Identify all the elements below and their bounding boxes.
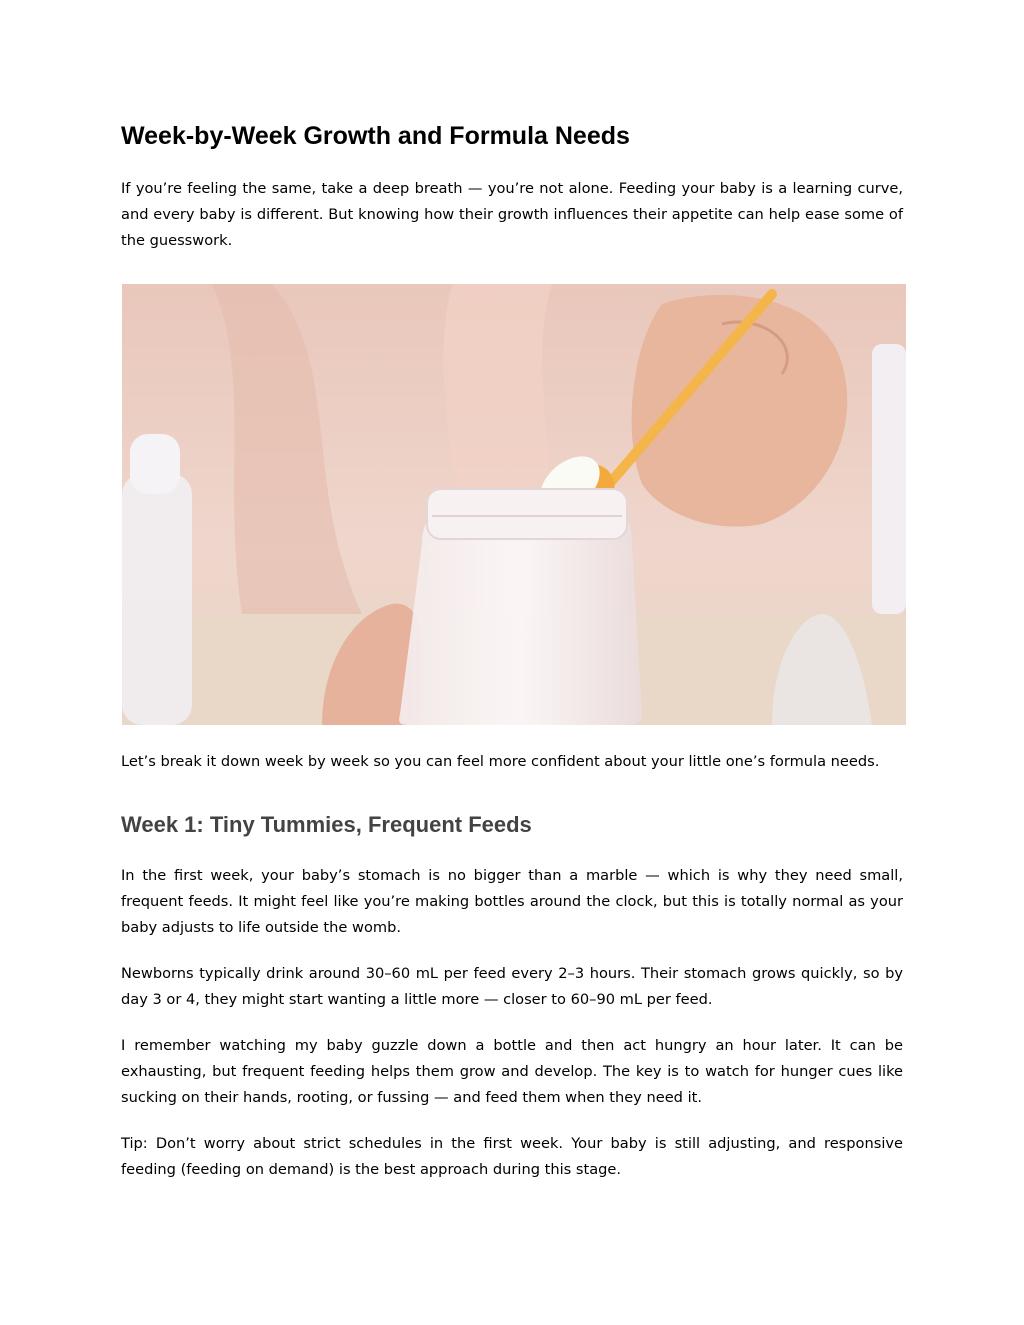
week1-paragraph-3: I remember watching my baby guzzle down a bottle and then act hungry an hour later. It can be exhausting, but frequent feeding helps them grow and develop. The key is to watch for hunger cues like sucking on their hands, rooting, or fussing — and feed them when they need it. (121, 1037, 903, 1106)
photo-illustration (122, 284, 906, 725)
week1-paragraph-2: Newborns typically drink around 30–60 mL per feed every 2–3 hours. Their stomach grows quickly, so by day 3 or 4, they might start wanting a little more — closer to 60–90 mL per feed. (121, 965, 903, 1008)
page-title: Week-by-Week Growth and Formula Needs (121, 122, 630, 150)
formula-scoop-photo (122, 284, 906, 725)
week1-paragraph-1: In the first week, your baby’s stomach is no bigger than a marble — which is why they need small, frequent feeds. It might feel like you’re making bottles around the clock, but this is totally normal as your baby adjusts to life outside the womb. (121, 867, 903, 936)
breakdown-paragraph: Let’s break it down week by week so you can feel more confident about your little one’s formula needs. (121, 753, 880, 770)
section-heading-week-1: Week 1: Tiny Tummies, Frequent Feeds (121, 812, 532, 837)
week1-tip-paragraph: Tip: Don’t worry about strict schedules in the first week. Your baby is still adjusting, and responsive feeding (feeding on demand) is the best approach during this stage. (121, 1135, 903, 1178)
intro-paragraph: If you’re feeling the same, take a deep breath — you’re not alone. Feeding your baby is a learning curve, and every baby is different. But knowing how their growth influences their appetite can help ease some of the guesswork. (121, 180, 903, 249)
